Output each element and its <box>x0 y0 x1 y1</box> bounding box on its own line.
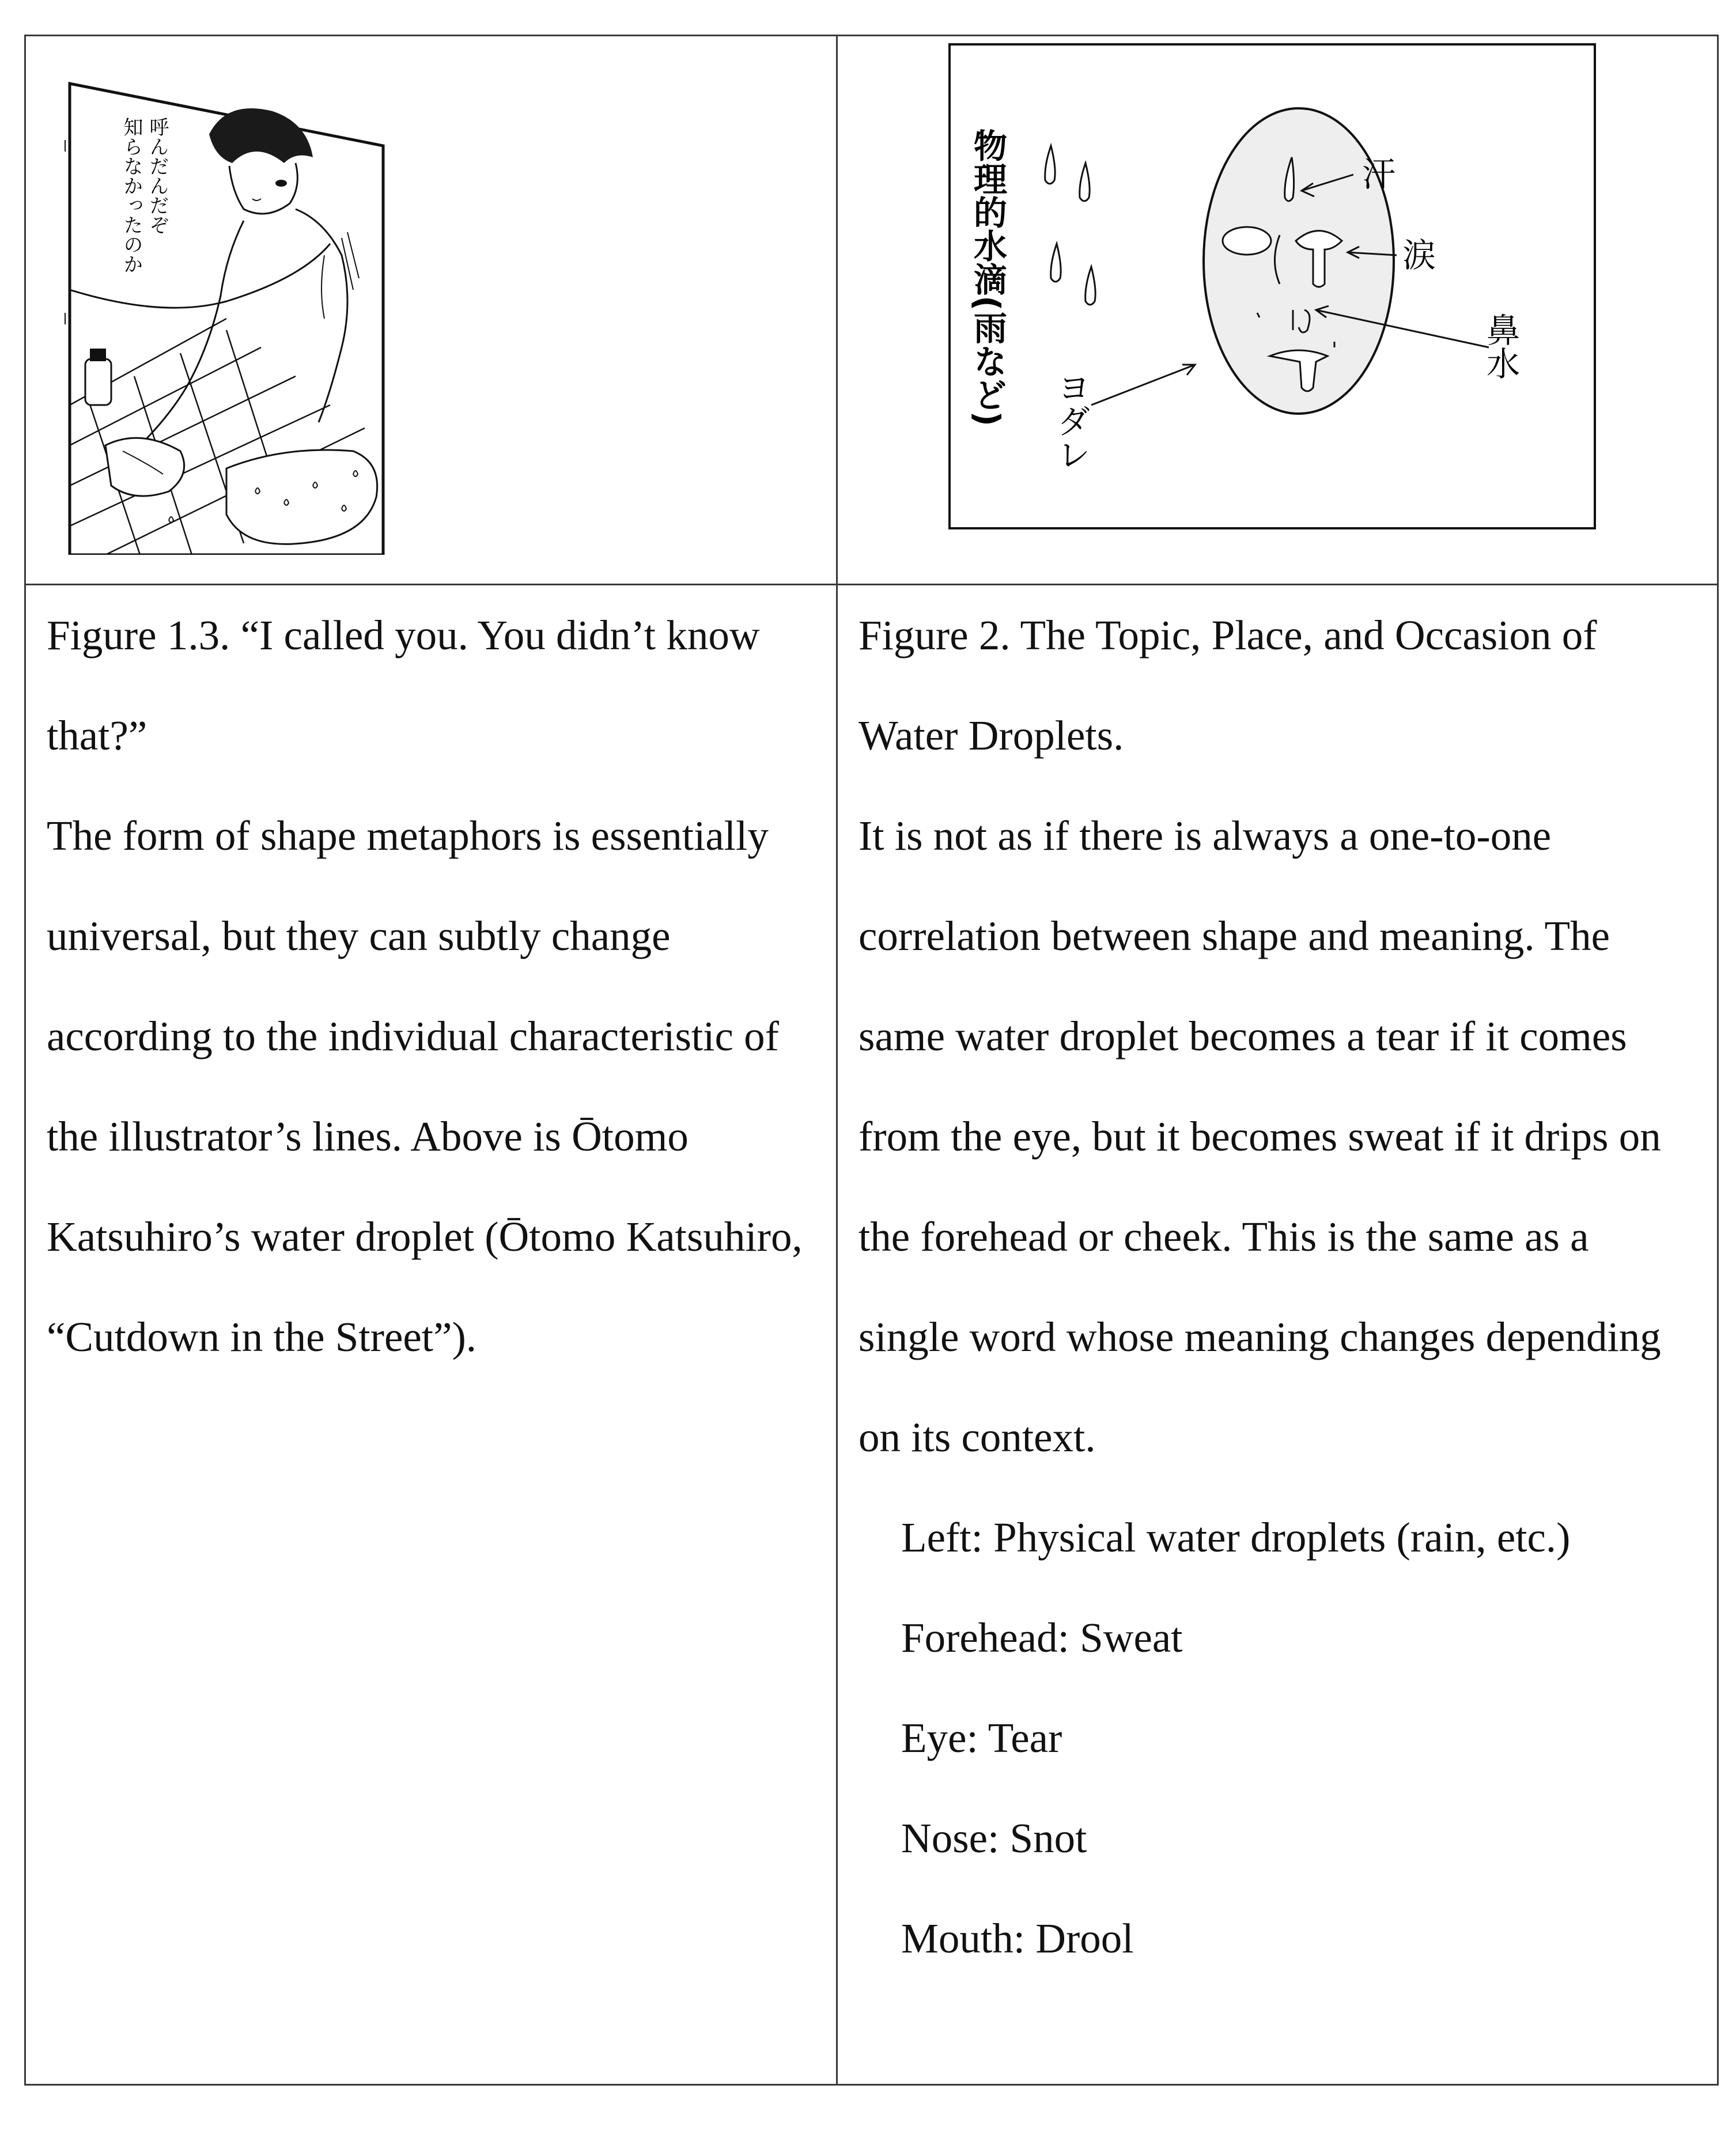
water-droplet-diagram <box>947 42 1604 549</box>
water-droplet-diagram-cell <box>837 36 1718 585</box>
list-item-mouth: Mouth: Drool <box>901 1915 1134 1962</box>
list-item-nose: Nose: Snot <box>901 1815 1087 1861</box>
drool-label: ヨダレ <box>1052 370 1091 471</box>
sweat-label: 汗 <box>1362 155 1396 194</box>
text-row <box>25 585 1718 2085</box>
snot-label: 鼻水 <box>1481 313 1520 380</box>
water-droplet-diagram-drawing <box>947 42 1604 549</box>
diagram-vertical-title: 物理的水滴(雨など) <box>968 128 1007 427</box>
manga-panel <box>54 48 388 555</box>
figure-table <box>24 35 1719 2086</box>
figure-1-3-caption: Figure 1.3. “I called you. You didn’t know that?” <box>47 612 760 759</box>
image-row <box>25 36 1718 585</box>
list-item-left: Left: Physical water droplets (rain, etc.) <box>901 1514 1571 1561</box>
speech-line-2: 知らなかったのか <box>120 117 143 274</box>
right-text-cell <box>837 585 1718 2085</box>
tear-label: 涙 <box>1402 236 1436 275</box>
manga-panel-cell <box>25 36 837 585</box>
manga-panel-drawing <box>54 48 388 555</box>
list-item-forehead: Forehead: Sweat <box>901 1614 1183 1661</box>
left-text-cell <box>25 585 837 2085</box>
figure-2-caption: Figure 2. The Topic, Place, and Occasion of Water Droplets. <box>858 612 1597 759</box>
speech-line-1: 呼んだんだぞ <box>146 117 169 234</box>
figure-2-paragraph: It is not as if there is always a one-to-one correlation between shape and meaning. The same water droplet becomes a tear if it comes from the eye, but it becomes sweat if it drips on the forehead or cheek. This is the same as a single word whose meaning changes depending on its context. <box>858 812 1661 1460</box>
figure-1-3-paragraph: The form of shape metaphors is essentially universal, but they can subtly change according to the individual characteristic of the illustrator’s lines. Above is Ōtomo Katsuhiro’s water droplet (Ōtomo Katsuhiro, “Cutdown in the Street”). <box>47 812 803 1360</box>
list-item-eye: Eye: Tear <box>901 1715 1062 1761</box>
